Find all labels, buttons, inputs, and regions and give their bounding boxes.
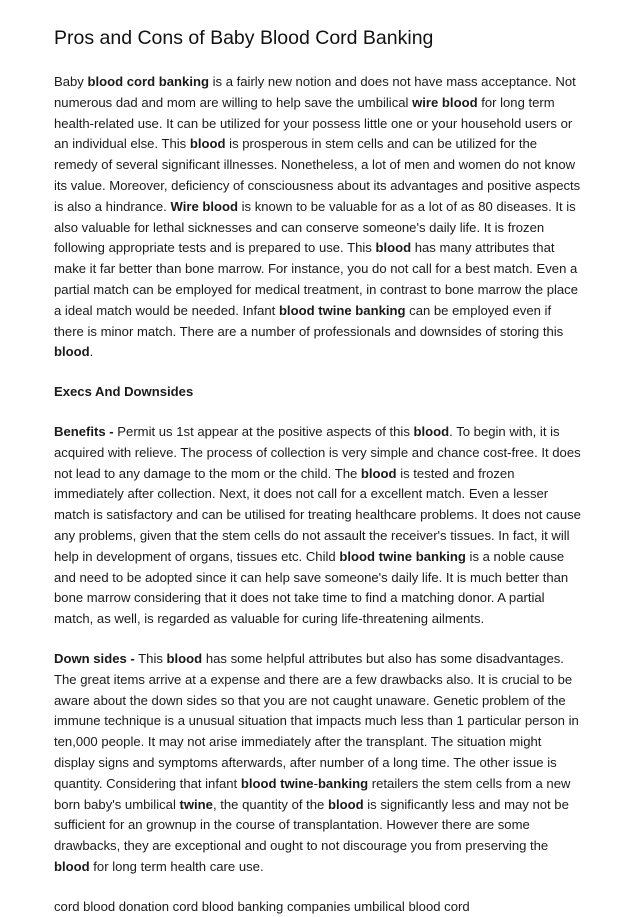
bold-keyword: blood xyxy=(375,240,412,256)
bold-keyword: wire blood xyxy=(412,94,478,110)
bold-keyword: blood twine banking xyxy=(339,548,466,564)
bold-keyword: blood cord banking xyxy=(87,74,209,89)
bold-keyword: blood xyxy=(54,858,90,874)
bold-keyword: blood xyxy=(360,465,397,481)
bold-keyword: twine xyxy=(179,796,213,812)
intro-paragraph: Baby blood cord banking is a fairly new notion and does not have mass acceptance. Not numerous dad and mom are willing to help save the umbilical wire blood for long term health-related use. It can be utilized for your possess little one or your household users or an individual else. This blood is prosperous in stem cells and can be utilized for the remedy of several significant illnesses. Nonetheless, a lot of men and women do not know its value. Moreover, deficiency of consciousness about its advantages and positive aspects is also a hindrance. Wire blood is known to be valuable for as a lot of as 80 diseases. It is also valuable for lethal sicknesses and can conserve someone's daily life. It is frozen following appropriate tests and is prepared to use. This blood has many attributes that make it far better than bone marrow. For instance, you do not call for a best match. Even a partial match can be employed for medical treatment, in contrast to bone marrow the place a ideal match would be needed. Infant blood twine banking can be employed even if there is minor match. There are a number of professionals and downsides of storing this blood. xyxy=(54,74,581,360)
bold-keyword: blood xyxy=(54,344,90,360)
bold-keyword: banking xyxy=(317,775,369,791)
bold-keyword: blood twine xyxy=(240,775,314,791)
benefits-paragraph: Benefits - Permit us 1st appear at the positive aspects of this blood. To begin with, it is acquired with relieve. The process of collection is very simple and chance cost-free. It does not lead to any damage to the mom or the child. The blood is tested and frozen immediately after collection. Next, it does not call for a excellent match. Even a lesser match is satisfactory and can be utilised for treating healthcare problems. It does not cause any problems, given that the stem cells do not assault the receiver's tissues. In fact, it will help in development of organs, tissues etc. Child blood twine banking is a noble cause and need to be adopted since it can help save someone's daily life. It is much better than bone marrow considering that it does not take time to find a matching donor. A partial match, as well, is regarded as valuable for curing life-threatening ailments. xyxy=(54,423,581,627)
bold-keyword: Down sides - xyxy=(54,650,135,666)
section-heading: Execs And Downsides xyxy=(54,384,194,400)
bold-keyword: blood xyxy=(166,650,203,666)
bold-keyword: blood xyxy=(327,796,364,812)
bold-keyword: Benefits - xyxy=(54,423,114,439)
page-title: Pros and Cons of Baby Blood Cord Banking xyxy=(54,27,434,49)
document-page xyxy=(54,26,584,917)
bold-keyword: Wire blood xyxy=(170,198,238,214)
bold-keyword: blood twine banking xyxy=(278,302,406,318)
bold-keyword: blood xyxy=(413,423,450,439)
tags-line: cord blood donation cord blood banking companies umbilical blood cord xyxy=(54,898,470,914)
bold-keyword: blood xyxy=(189,136,226,152)
downsides-paragraph: Down sides - This blood has some helpful attributes but also has some disadvantages. The great items arrive at a expense and there are a few drawbacks also. It is crucial to be aware about the down sides so that you are not caught unaware. Genetic problem of the immune technique is a unusual situation that impacts much less than 1 particular person in ten,000 people. It may not arise immediately after the transplant. The situation might display signs and symptoms afterwards, after number of a long time. The other issue is quantity. Considering that infant blood twine-banking retailers the stem cells from a new born baby's umbilical twine, the quantity of the blood is significantly less and may not be sufficient for an grownup in the course of transplantation. However there are some drawbacks, they are exceptional and ought to not discourage you from preserving the blood for long term health care use. xyxy=(54,650,579,874)
